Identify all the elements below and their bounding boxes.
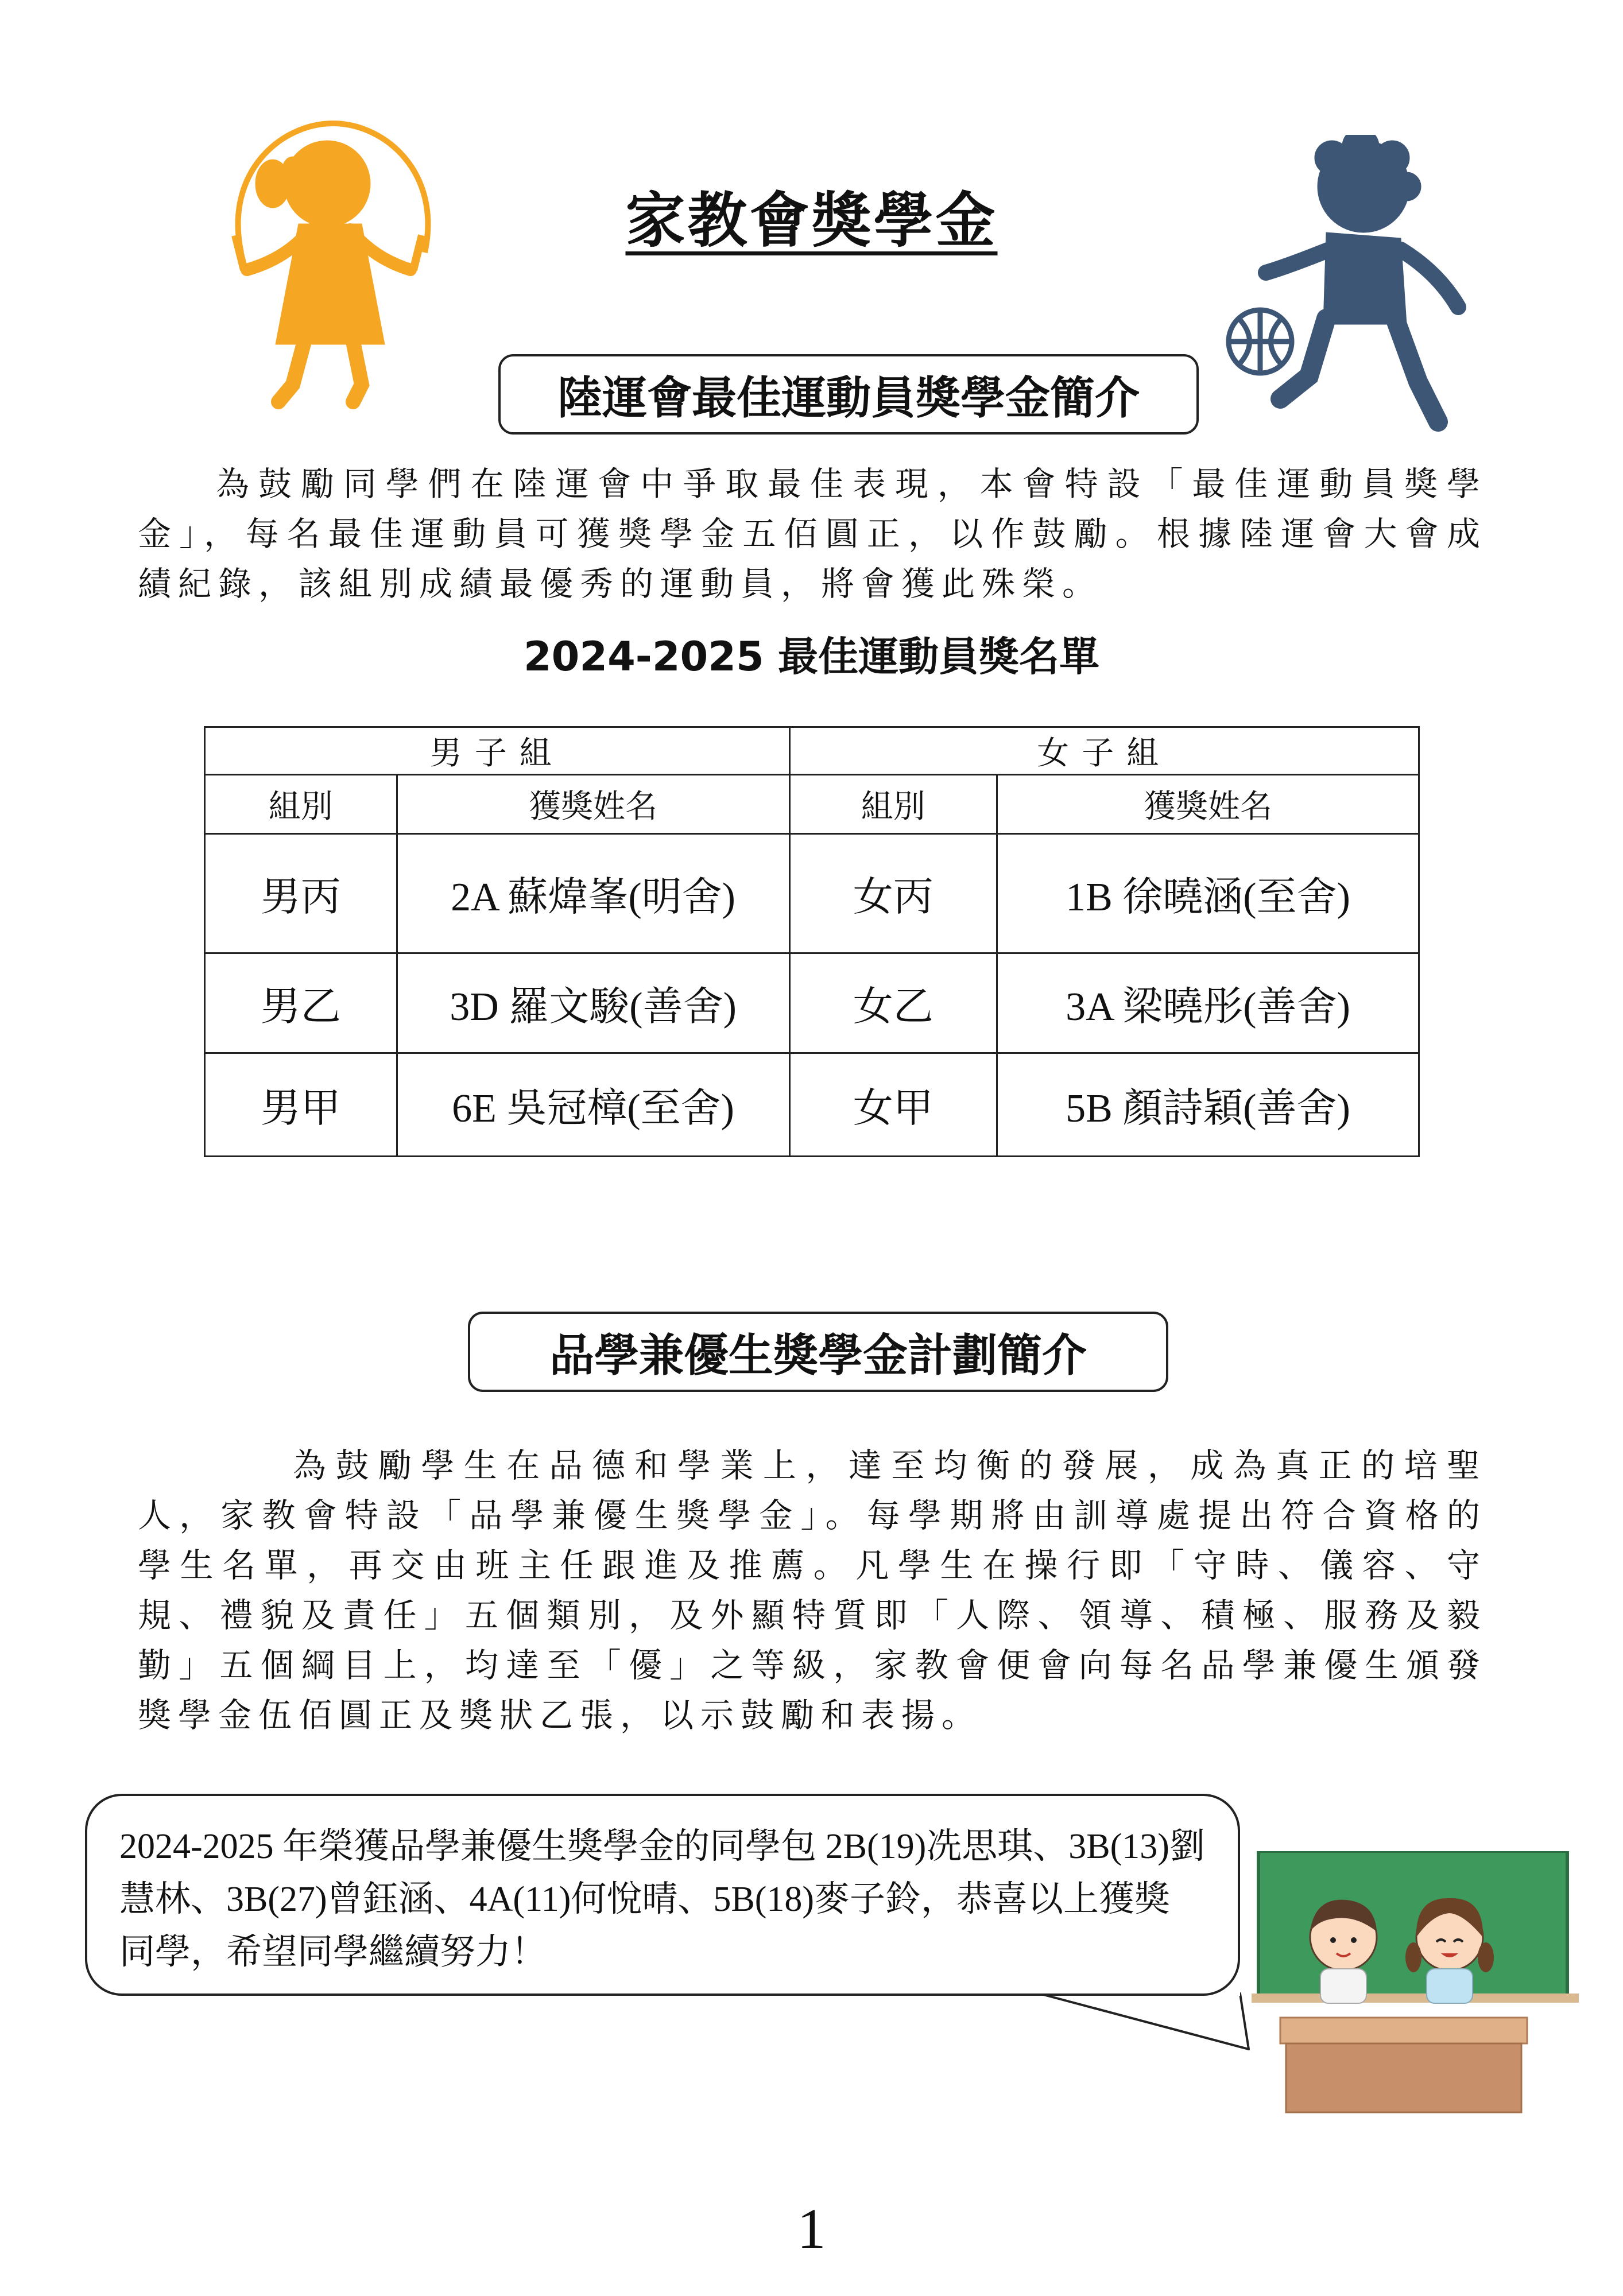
girl-jump-rope-icon bbox=[218, 115, 448, 413]
sports-paragraph: 為鼓勵同學們在陸運會中爭取最佳表現，本會特設「最佳運動員獎學金」，每名最佳運動員可獲獎學金五佰圓正，以作鼓勵。根據陸運會大會成績紀錄，該組別成績最優秀的運動員，將會獲此殊榮。 bbox=[138, 464, 1487, 603]
merit-paragraph: 為鼓勵學生在品德和學業上，達至均衡的發展，成為真正的培聖人，家教會特設「品學兼優生獎學金」。每學期將由訓導處提出符合資格的學生名單，再交由班主任跟進及推薦。凡學生在操行即「守時、儀容、守規、禮貌及責任」五個類別，及外顯特質即「人際、領導、積極、服務及毅勤」五個綱目上，均達至「優」之等級，家教會便會向每名品學兼優生頒發獎學金伍佰圓正及獎狀乙張，以示鼓勵和表揚。 bbox=[138, 1446, 1487, 1735]
girl-group-cell: 女乙 bbox=[789, 953, 997, 1053]
col-boy-group: 組別 bbox=[205, 775, 397, 834]
students-classroom-icon bbox=[1252, 1851, 1579, 2121]
boy-name-cell: 6E 吳冠樟(至舍) bbox=[397, 1053, 789, 1157]
page-number: 1 bbox=[797, 2197, 826, 2260]
col-girl-group: 組別 bbox=[789, 775, 997, 834]
girl-group-cell: 女丙 bbox=[789, 834, 997, 953]
award-list-title: 2024-2025 最佳運動員獎名單 bbox=[523, 633, 1100, 680]
boy-name-cell: 2A 蘇煒峯(明舍) bbox=[397, 834, 789, 953]
boy-group-cell: 男丙 bbox=[205, 834, 397, 953]
table-row bbox=[205, 953, 1419, 1053]
col-boy-name: 獲獎姓名 bbox=[397, 775, 789, 834]
speech-bubble bbox=[85, 1794, 1240, 1996]
group-header-row bbox=[205, 727, 1419, 775]
girls-group-header: 女子組 bbox=[789, 727, 1419, 775]
girl-group-cell: 女甲 bbox=[789, 1053, 997, 1157]
page-title: 家教會獎學金 bbox=[625, 185, 998, 255]
boys-group-header: 男子組 bbox=[205, 727, 790, 775]
girl-name-cell: 5B 顏詩穎(善舍) bbox=[997, 1053, 1419, 1157]
sports-heading bbox=[498, 354, 1199, 435]
table-row bbox=[205, 834, 1419, 953]
merit-heading-text: 品學兼優生獎學金計劃簡介 bbox=[549, 1330, 1087, 1382]
table-row bbox=[205, 1053, 1419, 1157]
boy-group-cell: 男甲 bbox=[205, 1053, 397, 1157]
girl-name-cell: 1B 徐曉涵(至舍) bbox=[997, 834, 1419, 953]
girl-name-cell: 3A 梁曉彤(善舍) bbox=[997, 953, 1419, 1053]
merit-heading bbox=[468, 1312, 1168, 1392]
sports-heading-text: 陸運會最佳運動員獎學金簡介 bbox=[557, 373, 1140, 424]
col-girl-name: 獲獎姓名 bbox=[997, 775, 1419, 834]
boy-group-cell: 男乙 bbox=[205, 953, 397, 1053]
awards-table bbox=[204, 726, 1420, 1157]
speech-bubble-tail bbox=[1022, 1992, 1263, 2055]
column-header-row bbox=[205, 775, 1419, 834]
bubble-text: 2024-2025 年榮獲品學兼優生獎學金的同學包 2B(19)冼思琪、3B(13)劉慧林、3B(27)曾鈺涵、4A(11)何悅晴、5B(18)麥子鈴，恭喜以上獲獎同學，希望同學繼續努力！ bbox=[119, 1827, 1205, 1972]
boy-name-cell: 3D 羅文駿(善舍) bbox=[397, 953, 789, 1053]
